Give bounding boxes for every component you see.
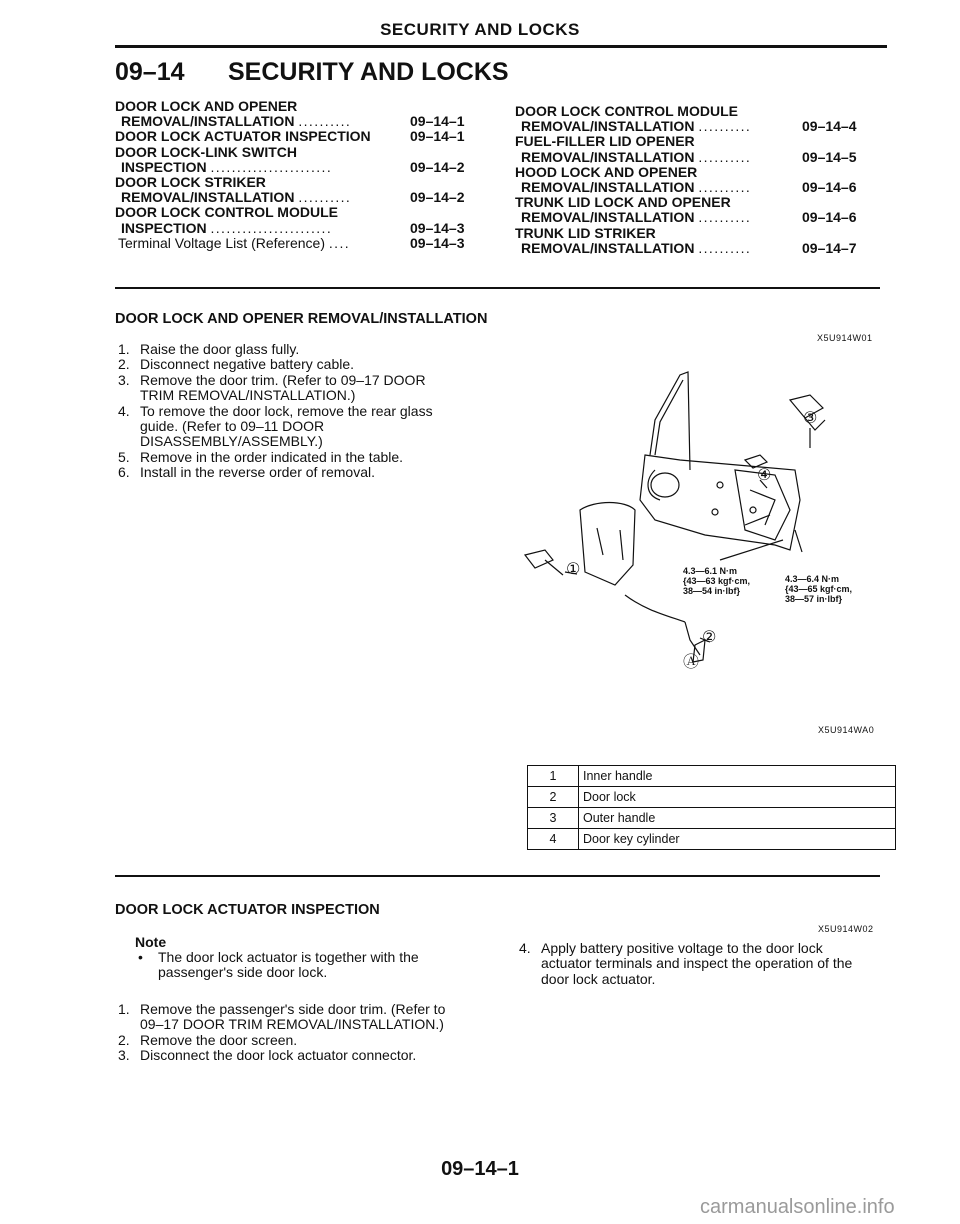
toc-entry-line bbox=[115, 145, 485, 160]
step-text: Apply battery positive voltage to the door lock bbox=[541, 940, 823, 956]
step-text: TRIM REMOVAL/INSTALLATION.) bbox=[140, 387, 356, 404]
step-number: 4. bbox=[519, 940, 531, 956]
part-number-cell: 1 bbox=[528, 766, 579, 787]
torque-spec-right: 4.3—6.4 N·m {43—65 kgf·cm, 38—57 in·lbf} bbox=[785, 574, 853, 604]
toc-entry-line bbox=[515, 104, 885, 119]
header-rule bbox=[115, 45, 887, 48]
callout-2: ② bbox=[702, 629, 717, 646]
toc-page-ref: 09–14–1 bbox=[410, 113, 465, 130]
bullet-icon: • bbox=[138, 949, 143, 965]
table-row bbox=[528, 808, 896, 829]
toc-leader-dots: .......... bbox=[698, 209, 752, 226]
table-row bbox=[528, 766, 896, 787]
page-number: 09–14–1 bbox=[441, 1158, 519, 1180]
toc-entry-line bbox=[515, 180, 885, 195]
step-number: 1. bbox=[118, 1001, 130, 1017]
procedure-step bbox=[118, 450, 518, 465]
toc-entry-label: DOOR LOCK ACTUATOR INSPECTION bbox=[115, 128, 371, 145]
procedure-step bbox=[118, 1048, 518, 1063]
toc-entry-label: FUEL-FILLER LID OPENER bbox=[515, 133, 695, 150]
toc-entry-line bbox=[115, 160, 485, 175]
step-number: 1. bbox=[118, 341, 130, 357]
torque-spec-left: 4.3—6.1 N·m {43—63 kgf·cm, 38—54 in·lbf} bbox=[683, 566, 751, 596]
toc-entry-label: DOOR LOCK STRIKER bbox=[115, 173, 266, 190]
toc-entry-label: REMOVAL/INSTALLATION bbox=[521, 118, 695, 135]
toc-entry-label: TRUNK LID STRIKER bbox=[515, 224, 656, 241]
toc-entry-line bbox=[115, 114, 485, 129]
toc-entry-line bbox=[115, 99, 485, 114]
toc-entry-label: Terminal Voltage List (Reference) bbox=[118, 234, 325, 251]
toc-leader-dots: .......... bbox=[298, 189, 352, 206]
step-text: Remove the passenger's side door trim. (Refer to bbox=[140, 1001, 446, 1017]
callout-a: Ⓐ bbox=[683, 654, 700, 671]
toc-page-ref: 09–14–6 bbox=[802, 209, 857, 226]
toc-entry-label: REMOVAL/INSTALLATION bbox=[521, 239, 695, 256]
toc-leader-dots: .......... bbox=[698, 178, 752, 195]
toc-entry-line bbox=[115, 175, 485, 190]
section-title: SECURITY AND LOCKS bbox=[228, 58, 509, 86]
toc-page-ref: 09–14–2 bbox=[410, 158, 465, 175]
step-text: guide. (Refer to 09–11 DOOR bbox=[140, 418, 325, 435]
toc-page-ref: 09–14–2 bbox=[410, 189, 465, 206]
note-title: Note bbox=[135, 934, 167, 950]
procedure-step bbox=[118, 357, 518, 372]
step-text: DISASSEMBLY/ASSEMBLY.) bbox=[140, 433, 323, 450]
procedure-step bbox=[118, 404, 518, 450]
callout-1: ① bbox=[566, 561, 581, 578]
toc-leader-dots: ....................... bbox=[210, 219, 333, 236]
toc-entry-line bbox=[515, 134, 885, 149]
table-row bbox=[528, 829, 896, 850]
toc-entry-label: DOOR LOCK AND OPENER bbox=[115, 98, 298, 114]
note-text: The door lock actuator is together with the bbox=[158, 949, 419, 965]
note-text: passenger's side door lock. bbox=[158, 964, 328, 981]
step-text: Disconnect negative battery cable. bbox=[140, 356, 355, 373]
toc-entry-line bbox=[115, 129, 485, 144]
toc-entry-line bbox=[115, 221, 485, 236]
step-text: Remove in the order indicated in the table. bbox=[140, 448, 404, 465]
step-number: 3. bbox=[118, 371, 130, 388]
procedure-step bbox=[118, 1002, 518, 1033]
toc-page-ref: 09–14–7 bbox=[802, 239, 857, 256]
step-text: Remove the door screen. bbox=[140, 1031, 298, 1048]
actuator-steps-left bbox=[118, 1002, 518, 1064]
toc-leader-dots: ....................... bbox=[210, 158, 333, 175]
step-text: Raise the door glass fully. bbox=[140, 341, 300, 357]
step-text: Disconnect the door lock actuator connector. bbox=[140, 1047, 417, 1064]
toc-entry-line bbox=[515, 165, 885, 180]
toc-page-ref: 09–14–1 bbox=[410, 128, 465, 145]
door-lock-illustration bbox=[505, 360, 895, 700]
toc-leader-dots: .... bbox=[328, 234, 351, 251]
step-number: 2. bbox=[118, 356, 130, 373]
toc-entry-line bbox=[515, 241, 885, 256]
removal-steps bbox=[118, 342, 518, 481]
actuator-heading: DOOR LOCK ACTUATOR INSPECTION bbox=[115, 902, 380, 918]
section-number: 09–14 bbox=[115, 58, 185, 86]
toc-entry-label: DOOR LOCK CONTROL MODULE bbox=[115, 204, 338, 221]
toc-entry-label: INSPECTION bbox=[121, 158, 207, 175]
toc-left-column bbox=[115, 99, 485, 251]
toc-entry-line bbox=[515, 210, 885, 225]
step-number: 6. bbox=[118, 464, 130, 481]
note-bullets bbox=[136, 950, 516, 981]
procedure-step bbox=[118, 342, 518, 357]
door-exploded-diagram bbox=[505, 360, 895, 700]
callout-4: ④ bbox=[757, 467, 772, 484]
procedure-step bbox=[118, 465, 518, 480]
part-number-cell: 2 bbox=[528, 787, 579, 808]
toc-entry-label: INSPECTION bbox=[121, 219, 207, 236]
part-name-cell: Door lock bbox=[579, 787, 896, 808]
step-number: 3. bbox=[118, 1047, 130, 1064]
actuator-steps-right bbox=[519, 941, 899, 987]
removal-code: X5U914W01 bbox=[817, 333, 873, 343]
toc-entry-label: DOOR LOCK CONTROL MODULE bbox=[515, 103, 738, 119]
toc-right-column bbox=[515, 104, 885, 256]
part-number-cell: 4 bbox=[528, 829, 579, 850]
toc-leader-dots: .......... bbox=[698, 118, 752, 135]
toc-page-ref: 09–14–6 bbox=[802, 178, 857, 195]
toc-page-ref: 09–14–3 bbox=[410, 219, 465, 236]
actuator-code: X5U914W02 bbox=[818, 924, 874, 934]
step-text: Remove the door trim. (Refer to 09–17 DOOR bbox=[140, 371, 426, 388]
toc-entry-label: REMOVAL/INSTALLATION bbox=[521, 148, 695, 165]
running-header: SECURITY AND LOCKS bbox=[380, 20, 580, 39]
toc-page-ref: 09–14–4 bbox=[802, 118, 857, 135]
toc-entry-label: REMOVAL/INSTALLATION bbox=[121, 113, 295, 130]
step-text: Install in the reverse order of removal. bbox=[140, 464, 375, 481]
toc-divider bbox=[115, 287, 880, 289]
toc-entry-label: HOOD LOCK AND OPENER bbox=[515, 163, 698, 180]
toc-page-ref: 09–14–5 bbox=[802, 148, 857, 165]
toc-leader-dots: .......... bbox=[698, 148, 752, 165]
toc-entry-line bbox=[115, 236, 485, 251]
toc-entry-line bbox=[515, 226, 885, 241]
part-number-cell: 3 bbox=[528, 808, 579, 829]
figure-code: X5U914WA0 bbox=[818, 725, 875, 735]
toc-entry-line bbox=[515, 150, 885, 165]
section-divider bbox=[115, 875, 880, 877]
toc-leader-dots: .......... bbox=[298, 113, 352, 130]
toc-entry-line bbox=[515, 195, 885, 210]
toc-leader-dots: .......... bbox=[698, 239, 752, 256]
step-text: To remove the door lock, remove the rear glass bbox=[140, 402, 433, 419]
note-bullet bbox=[136, 950, 516, 981]
toc-entry-line bbox=[515, 119, 885, 134]
toc-entry-label: REMOVAL/INSTALLATION bbox=[521, 209, 695, 226]
procedure-step bbox=[118, 1033, 518, 1048]
toc-entry-label: REMOVAL/INSTALLATION bbox=[121, 189, 295, 206]
step-text: actuator terminals and inspect the operation of the bbox=[541, 955, 853, 972]
callout-3: ③ bbox=[803, 410, 818, 427]
parts-table bbox=[527, 765, 896, 850]
toc-entry-label: REMOVAL/INSTALLATION bbox=[521, 178, 695, 195]
procedure-step bbox=[519, 941, 899, 987]
step-text: 09–17 DOOR TRIM REMOVAL/INSTALLATION.) bbox=[140, 1016, 444, 1033]
toc-entry-label: TRUNK LID LOCK AND OPENER bbox=[515, 194, 731, 211]
toc-page-ref: 09–14–3 bbox=[410, 234, 465, 251]
step-number: 4. bbox=[118, 402, 130, 419]
procedure-step bbox=[118, 373, 518, 404]
part-name-cell: Outer handle bbox=[579, 808, 896, 829]
step-number: 2. bbox=[118, 1031, 130, 1048]
step-text: door lock actuator. bbox=[541, 970, 656, 987]
toc-entry-line bbox=[115, 190, 485, 205]
table-row bbox=[528, 787, 896, 808]
part-name-cell: Inner handle bbox=[579, 766, 896, 787]
toc-entry-label: DOOR LOCK-LINK SWITCH bbox=[115, 143, 297, 160]
toc-entry-line bbox=[115, 205, 485, 220]
watermark: carmanualsonline.info bbox=[700, 1196, 895, 1218]
step-number: 5. bbox=[118, 448, 130, 465]
removal-heading: DOOR LOCK AND OPENER REMOVAL/INSTALLATION bbox=[115, 311, 488, 327]
part-name-cell: Door key cylinder bbox=[579, 829, 896, 850]
